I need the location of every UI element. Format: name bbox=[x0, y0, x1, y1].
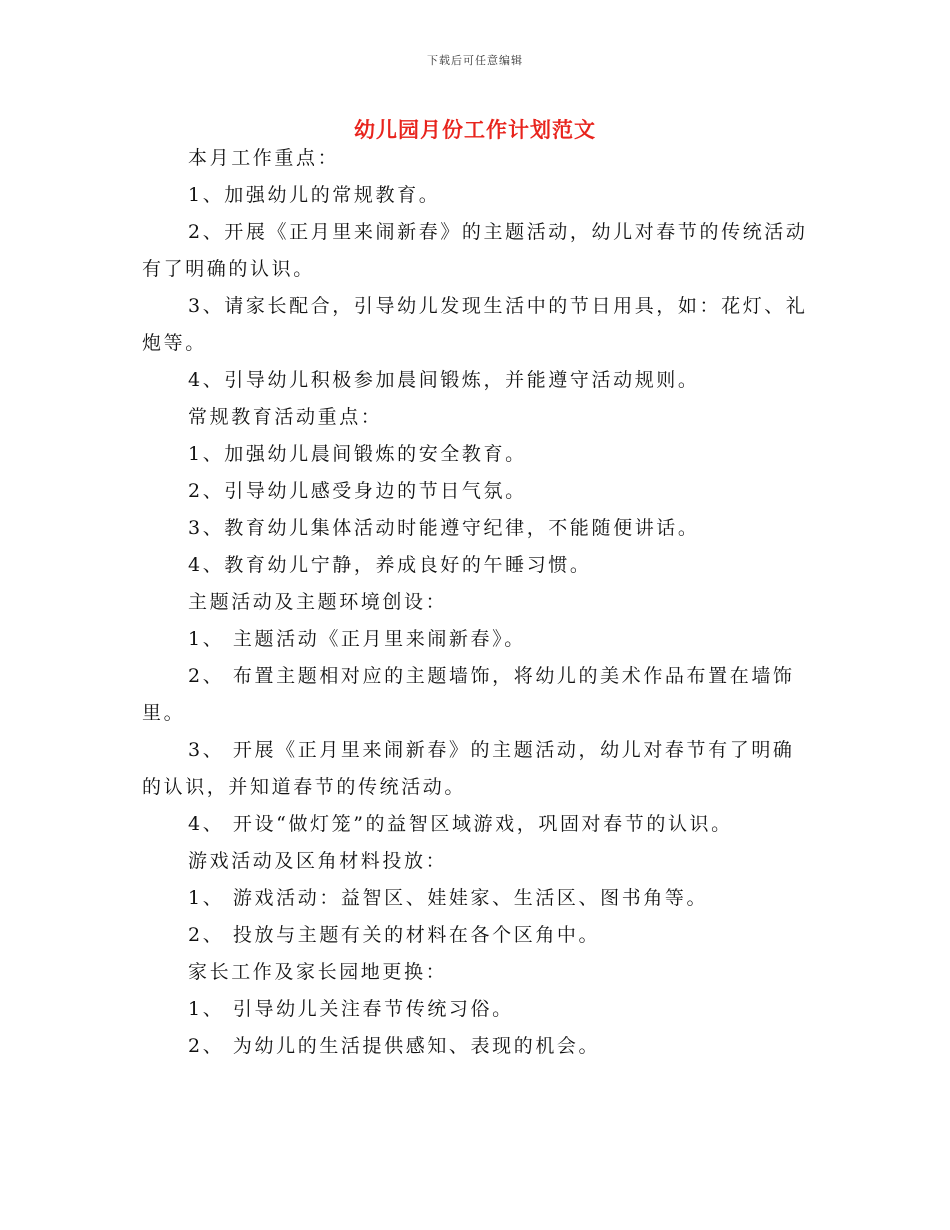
paragraph: 4、引导幼儿积极参加晨间锻炼，并能遵守活动规则。 bbox=[188, 369, 700, 391]
document-body bbox=[142, 140, 810, 1065]
paragraph: 2、引导幼儿感受身边的节日气氛。 bbox=[188, 480, 527, 502]
paragraph: 1、 游戏活动：益智区、娃娃家、生活区、图书角等。 bbox=[188, 887, 709, 909]
paragraph: 2、 布置主题相对应的主题墙饰，将幼儿的美术作品布置在墙饰里。 bbox=[142, 665, 795, 724]
paragraph: 本月工作重点： bbox=[188, 147, 340, 169]
paragraph: 主题活动及主题环境创设： bbox=[188, 591, 448, 613]
paragraph: 1、加强幼儿的常规教育。 bbox=[188, 184, 441, 206]
paragraph: 2、开展《正月里来闹新春》的主题活动，幼儿对春节的传统活动有了明确的认识。 bbox=[142, 221, 808, 280]
paragraph: 游戏活动及区角材料投放： bbox=[188, 850, 448, 872]
paragraph: 1、 主题活动《正月里来闹新春》。 bbox=[188, 628, 526, 650]
paragraph: 家长工作及家长园地更换： bbox=[188, 961, 448, 983]
document-title: 幼儿园月份工作计划范文 bbox=[354, 117, 596, 142]
paragraph: 1、 引导幼儿关注春节传统习俗。 bbox=[188, 998, 514, 1020]
paragraph: 常规教育活动重点： bbox=[188, 406, 383, 428]
paragraph: 2、 为幼儿的生活提供感知、表现的机会。 bbox=[188, 1035, 601, 1057]
paragraph: 3、 开展《正月里来闹新春》的主题活动，幼儿对春节有了明确的认识，并知道春节的传统活动。 bbox=[142, 739, 795, 798]
page-header-note: 下载后可任意编辑 bbox=[427, 54, 523, 67]
paragraph: 3、请家长配合，引导幼儿发现生活中的节日用具，如：花灯、礼炮等。 bbox=[142, 295, 808, 354]
paragraph: 4、教育幼儿宁静，养成良好的午睡习惯。 bbox=[188, 554, 592, 576]
paragraph: 3、教育幼儿集体活动时能遵守纪律，不能随便讲话。 bbox=[188, 517, 700, 539]
paragraph: 4、 开设“做灯笼”的益智区域游戏，巩固对春节的认识。 bbox=[188, 813, 733, 835]
paragraph: 1、加强幼儿晨间锻炼的安全教育。 bbox=[188, 443, 527, 465]
paragraph: 2、 投放与主题有关的材料在各个区角中。 bbox=[188, 924, 601, 946]
